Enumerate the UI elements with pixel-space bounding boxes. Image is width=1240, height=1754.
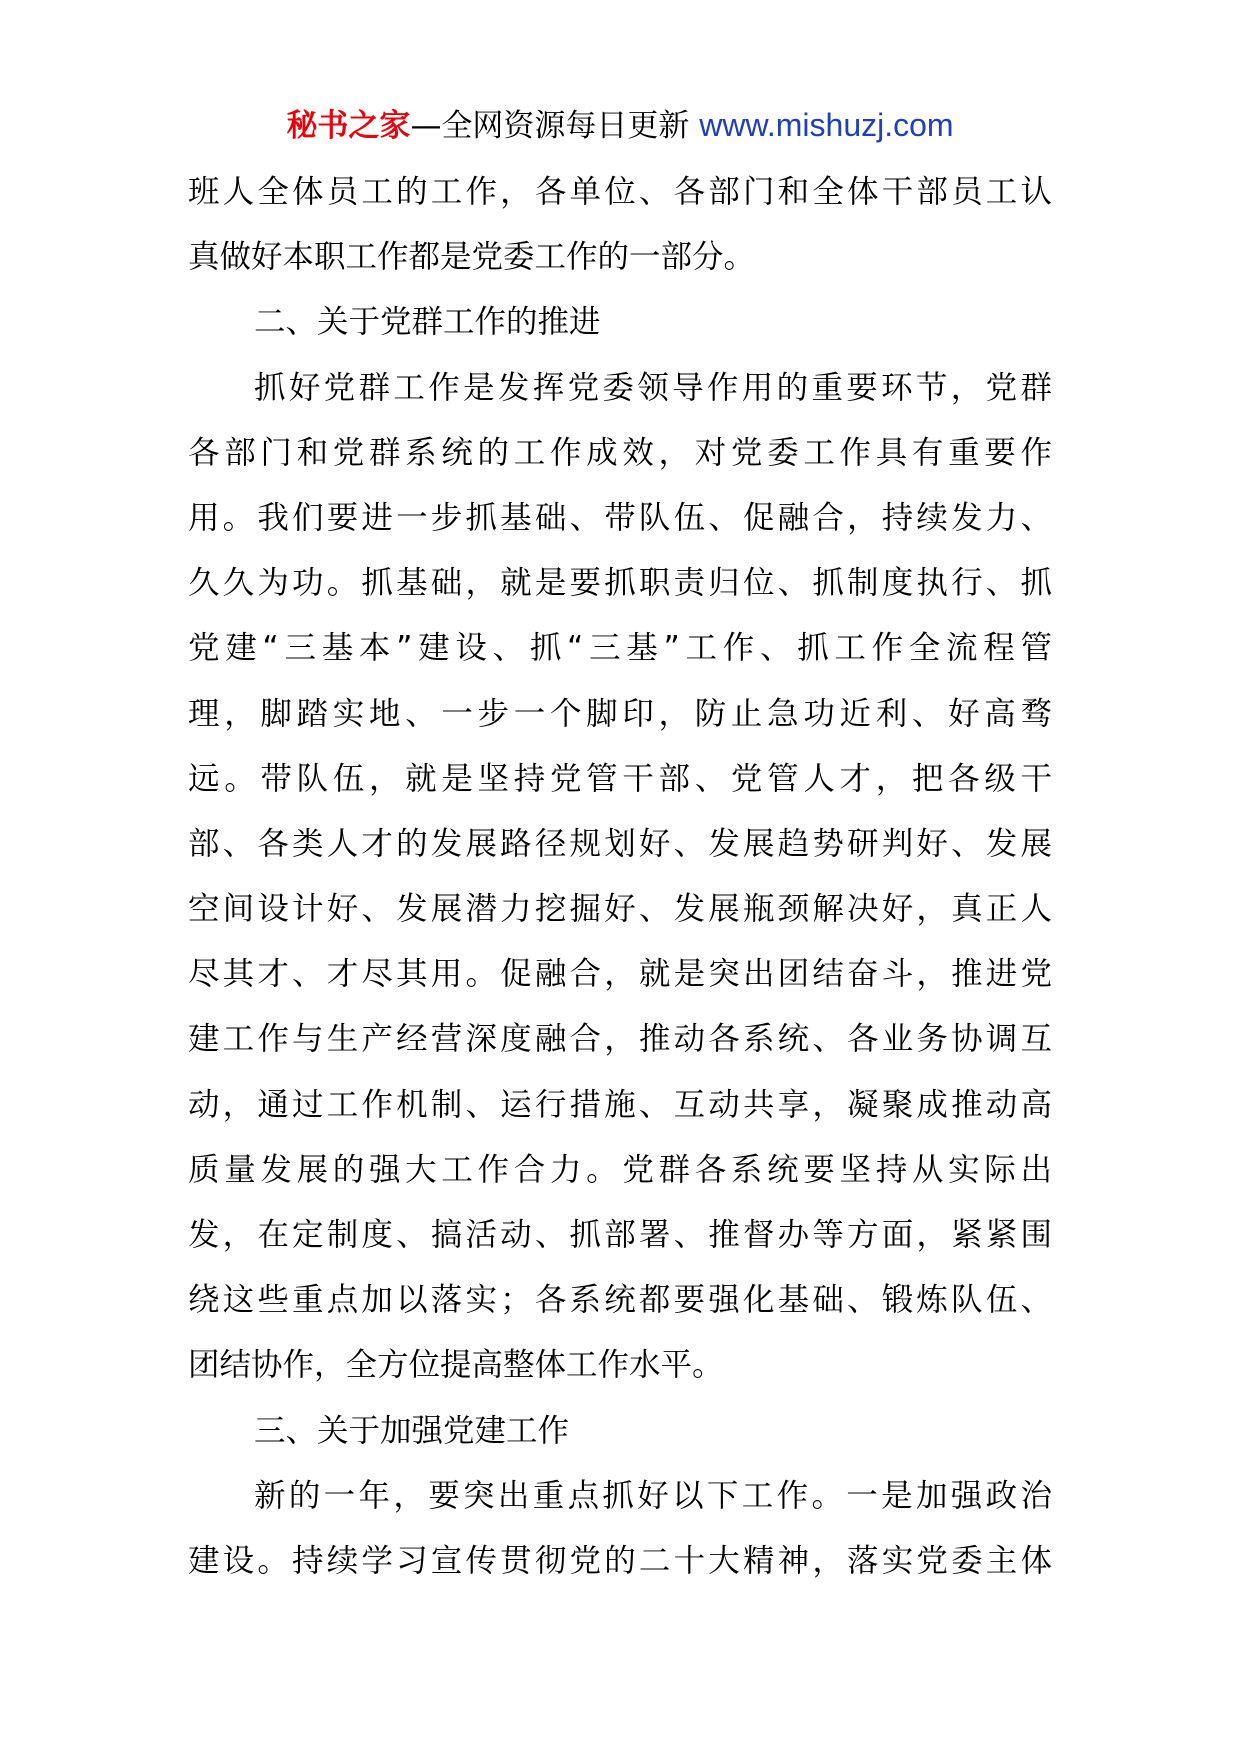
text-line: 班人全体员工的工作，各单位、各部门和全体干部员工认	[188, 174, 1052, 210]
text-line: 部、各类人才的发展路径规划好、发展趋势研判好、发展	[188, 825, 1052, 862]
text-line: 理，脚踏实地、一步一个脚印，防止急功近利、好高骛	[188, 695, 1052, 732]
brand-name: 秘书之家	[286, 108, 411, 144]
text-line: 质量发展的强大工作合力。党群各系统要坚持从实际出	[188, 1151, 1052, 1188]
text-line: 抓好党群工作是发挥党委领导作用的重要环节，党群	[254, 369, 1052, 406]
text-line: 建设。持续学习宣传贯彻党的二十大精神，落实党委主体	[188, 1542, 1052, 1579]
text-line: 二、关于党群工作的推进	[254, 304, 601, 341]
text-line: 远。带队伍，就是坚持党管干部、党管人才，把各级干	[188, 760, 1052, 797]
text-line: 三、关于加强党建工作	[254, 1412, 570, 1449]
text-line: 用。我们要进一步抓基础、带队伍、促融合，持续发力、	[188, 499, 1052, 536]
header-tagline: —全网资源每日更新	[410, 108, 700, 144]
text-line: 久久为功。抓基础，就是要抓职责归位、抓制度执行、抓	[188, 565, 1052, 602]
text-line: 新的一年，要突出重点抓好以下工作。一是加强政治	[254, 1477, 1052, 1514]
document-body	[188, 160, 1052, 1594]
text-line: 动，通过工作机制、运行措施、互动共享，凝聚成推动高	[188, 1086, 1052, 1123]
text-line: 各部门和党群系统的工作成效，对党委工作具有重要作	[188, 434, 1052, 471]
text-line: 真做好本职工作都是党委工作的一部分。	[188, 239, 756, 276]
text-line: 尽其才、才尽其用。促融合，就是突出团结奋斗，推进党	[188, 956, 1052, 993]
text-line: 空间设计好、发展潜力挖掘好、发展瓶颈解决好，真正人	[188, 891, 1052, 928]
text-line: 建工作与生产经营深度融合，推动各系统、各业务协调互	[188, 1021, 1052, 1058]
text-line: 党建“三基本”建设、抓“三基”工作、抓工作全流程管	[188, 630, 1052, 667]
text-line: 团结协作，全方位提高整体工作水平。	[188, 1347, 724, 1384]
text-line: 绕这些重点加以落实；各系统都要强化基础、锻炼队伍、	[188, 1282, 1052, 1319]
site-url[interactable]: www.mishuzj.com	[699, 107, 954, 143]
site-header	[0, 100, 1240, 151]
text-line: 发，在定制度、搞活动、抓部署、推督办等方面，紧紧围	[188, 1217, 1052, 1253]
